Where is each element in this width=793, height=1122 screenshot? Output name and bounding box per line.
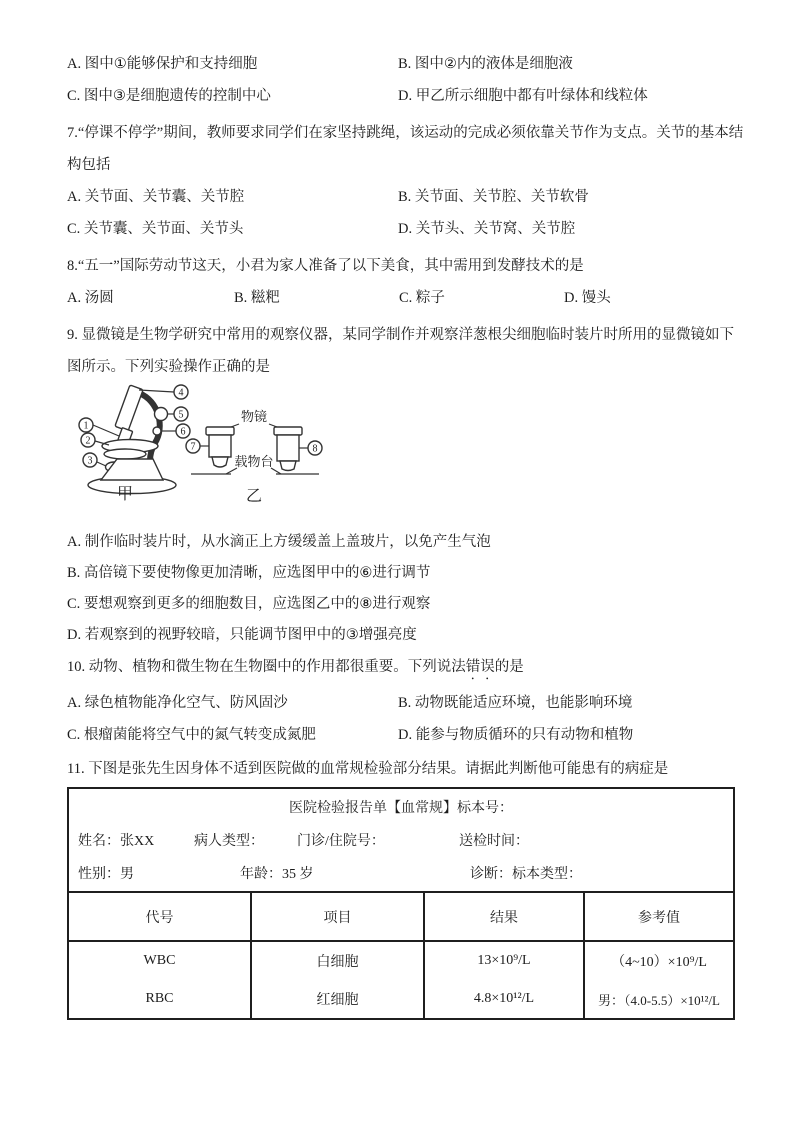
q9-option-a: A. 制作临时装片时，从水滴正上方缓缓盖上盖玻片，以免产生气泡: [67, 534, 491, 550]
callout-6-icon: [176, 424, 190, 438]
stem-text: 11. 下图是张先生因身体不适到医院做的血常规检验部分结果。请据此判断他可能患有的病症是: [67, 760, 669, 777]
callout-5-label: 5: [178, 409, 184, 421]
header-text: 结果: [490, 910, 518, 926]
report-header: [69, 789, 733, 891]
objective-lens-right: [274, 427, 302, 471]
col-header-item: [250, 891, 423, 940]
visit-number: 门诊/住院号：: [297, 833, 385, 849]
coarse-focus-knob: [155, 408, 168, 421]
callout-7-label: 7: [190, 441, 196, 453]
option-row: [67, 179, 735, 211]
q9-stem-line1: [67, 317, 735, 349]
patient-gender: 性别：男: [78, 866, 134, 882]
q9-option-c: C. 要想观察到更多的细胞数目，应选图乙中的⑧进行观察: [67, 596, 431, 612]
callout-1-icon: [79, 418, 93, 432]
q7-stem-line1: [67, 115, 744, 147]
q6-option-c: C. 图中③是细胞遗传的控制中心: [67, 87, 271, 104]
report-info-row-1: [69, 823, 733, 856]
diagnosis: 诊断：标本类型：: [470, 866, 582, 882]
option-row: [67, 211, 735, 243]
eyepiece-tube: [115, 385, 143, 431]
q10-option-d: D. 能参与物质循环的只有动物和植物: [398, 726, 634, 743]
q9-option-b: B. 高倍镜下要使物像更加清晰，应选图甲中的⑥进行调节: [67, 565, 431, 581]
patient-type: 病人类型：: [194, 833, 264, 849]
callout-4-icon: [174, 385, 188, 399]
q8-option-a: A. 汤圆: [67, 289, 114, 306]
cell-reference: [583, 940, 733, 1018]
q11-stem: [67, 751, 735, 783]
option-row: [67, 280, 735, 312]
callout-6-label: 6: [180, 426, 186, 438]
col-header-reference: [583, 891, 733, 940]
callout-3-icon: [83, 453, 97, 467]
option-row: [67, 618, 735, 649]
question-10: [67, 653, 735, 749]
wbc-reference: （4~10）×10⁹/L: [611, 955, 707, 970]
q9-figure: [73, 383, 735, 505]
rbc-code: RBC: [145, 991, 174, 1006]
question-9: [67, 317, 735, 649]
callout-1-label: 1: [83, 420, 89, 432]
cell-code: [69, 940, 250, 1018]
q6-option-d: D. 甲乙所示细胞中都有叶绿体和线粒体: [398, 87, 648, 104]
question-6-options: [67, 46, 735, 110]
callout-2-label: 2: [85, 435, 91, 447]
cell-result: [423, 940, 583, 1018]
callout-2-icon: [81, 433, 95, 447]
stage-leader-left: [226, 468, 237, 474]
microscope-and-objectives-figure: [73, 383, 403, 505]
callout-3-label: 3: [87, 455, 93, 467]
header-text: 项目: [323, 910, 352, 926]
question-7: [67, 115, 744, 243]
rbc-item: 红细胞: [316, 993, 359, 1008]
q8-stem: [67, 248, 735, 280]
option-row: [67, 685, 735, 717]
callout-7-icon: [186, 439, 200, 453]
wbc-item: 白细胞: [316, 955, 359, 970]
stem-text: 9. 显微镜是生物学研究中常用的观察仪器，某同学制作并观察洋葱根尖细胞临时装片时所用的显微镜如下: [67, 326, 734, 343]
col-header-result: [423, 891, 583, 940]
header-text: 代号: [145, 910, 174, 926]
q10-stem: [67, 653, 735, 685]
callout-8-label: 8: [312, 443, 318, 455]
stem-text: 7.“停课不停学”期间，教师要求同学们在家坚持跳绳，该运动的完成必须依靠关节作为支点。关节的基本结: [67, 124, 744, 141]
patient-age: 年龄：35 岁: [240, 866, 314, 882]
stem-text: 图所示。下列实验操作正确的是: [67, 358, 270, 375]
jia-label: 甲: [116, 486, 134, 503]
q10-option-c: C. 根瘤菌能将空气中的氮气转变成氮肥: [67, 726, 316, 743]
stem-text: [67, 655, 524, 683]
q7-stem-line2: [67, 147, 735, 179]
col-header-code: [69, 891, 250, 940]
microscope-figure: [79, 385, 190, 503]
fine-focus-knob: [153, 427, 161, 435]
leader-3: [97, 462, 106, 466]
patient-name: 姓名：张XX: [78, 833, 155, 849]
rbc-reference: 男：（4.0-5.5）×10¹²/L: [597, 992, 720, 1008]
stage-leader-right: [271, 468, 281, 474]
q7-option-d: D. 关节头、关节窝、关节腔: [398, 220, 576, 237]
stem-prefix: 10. 动物、植物和微生物在生物圈中的作用都很重要。下列说法: [67, 659, 466, 675]
report-info-row-2: [69, 856, 733, 889]
option-row: [67, 78, 735, 110]
q10-option-b: B. 动物既能适应环境，也能影响环境: [398, 694, 633, 711]
q8-option-b: B. 糍粑: [234, 289, 280, 306]
callout-5-icon: [174, 407, 188, 421]
report-title: [69, 791, 733, 823]
header-text: 参考值: [638, 910, 680, 926]
q8-option-d: D. 馒头: [564, 289, 611, 306]
stage-lower: [104, 449, 146, 459]
question-8: [67, 248, 735, 312]
stem-text: 8.“五一”国际劳动节这天，小君为家人准备了以下美食，其中需用到发酵技术的是: [67, 257, 584, 274]
q7-option-b: B. 关节面、关节腔、关节软骨: [398, 188, 589, 205]
objective-label: 物镜: [240, 409, 268, 424]
q6-option-b: B. 图中②内的液体是细胞液: [398, 55, 573, 72]
question-11: [67, 751, 735, 1020]
option-row: [67, 587, 735, 618]
objectives-figure: [186, 409, 322, 505]
send-time: 送检时间：: [459, 833, 529, 849]
q8-option-c: C. 粽子: [399, 289, 445, 306]
q6-option-a: A. 图中①能够保护和支持细胞: [67, 55, 258, 72]
rbc-result: 4.8×10¹²/L: [473, 991, 535, 1006]
wbc-code: WBC: [143, 953, 176, 968]
option-row: [67, 717, 735, 749]
stage-label: 载物台: [234, 454, 274, 469]
q10-option-a: A. 绿色植物能净化空气、防风固沙: [67, 694, 288, 711]
stem-suffix: 的是: [494, 659, 524, 675]
objective-lens-left: [206, 427, 234, 467]
q7-option-c: C. 关节囊、关节面、关节头: [67, 220, 244, 237]
yi-label: 乙: [245, 488, 263, 505]
report-title-text: 医院检验报告单【血常规】标本号：: [289, 801, 513, 816]
stem-text: 构包括: [67, 156, 111, 173]
option-row: [67, 556, 735, 587]
leader-4: [139, 390, 174, 392]
q9-option-d: D. 若观察到的视野较暗，只能调节图甲中的③增强亮度: [67, 627, 417, 643]
q7-option-a: A. 关节面、关节囊、关节腔: [67, 188, 245, 205]
option-row: [67, 46, 735, 78]
report-table: [69, 891, 733, 1018]
q9-stem-line2: [67, 349, 735, 381]
cell-item: [250, 940, 423, 1018]
callout-8-icon: [308, 441, 322, 455]
stem-emphasis: 错误: [465, 659, 495, 675]
wbc-result: 13×10⁹/L: [477, 953, 531, 968]
option-row: [67, 525, 735, 556]
blood-test-report: [67, 787, 735, 1020]
callout-4-label: 4: [178, 387, 184, 399]
